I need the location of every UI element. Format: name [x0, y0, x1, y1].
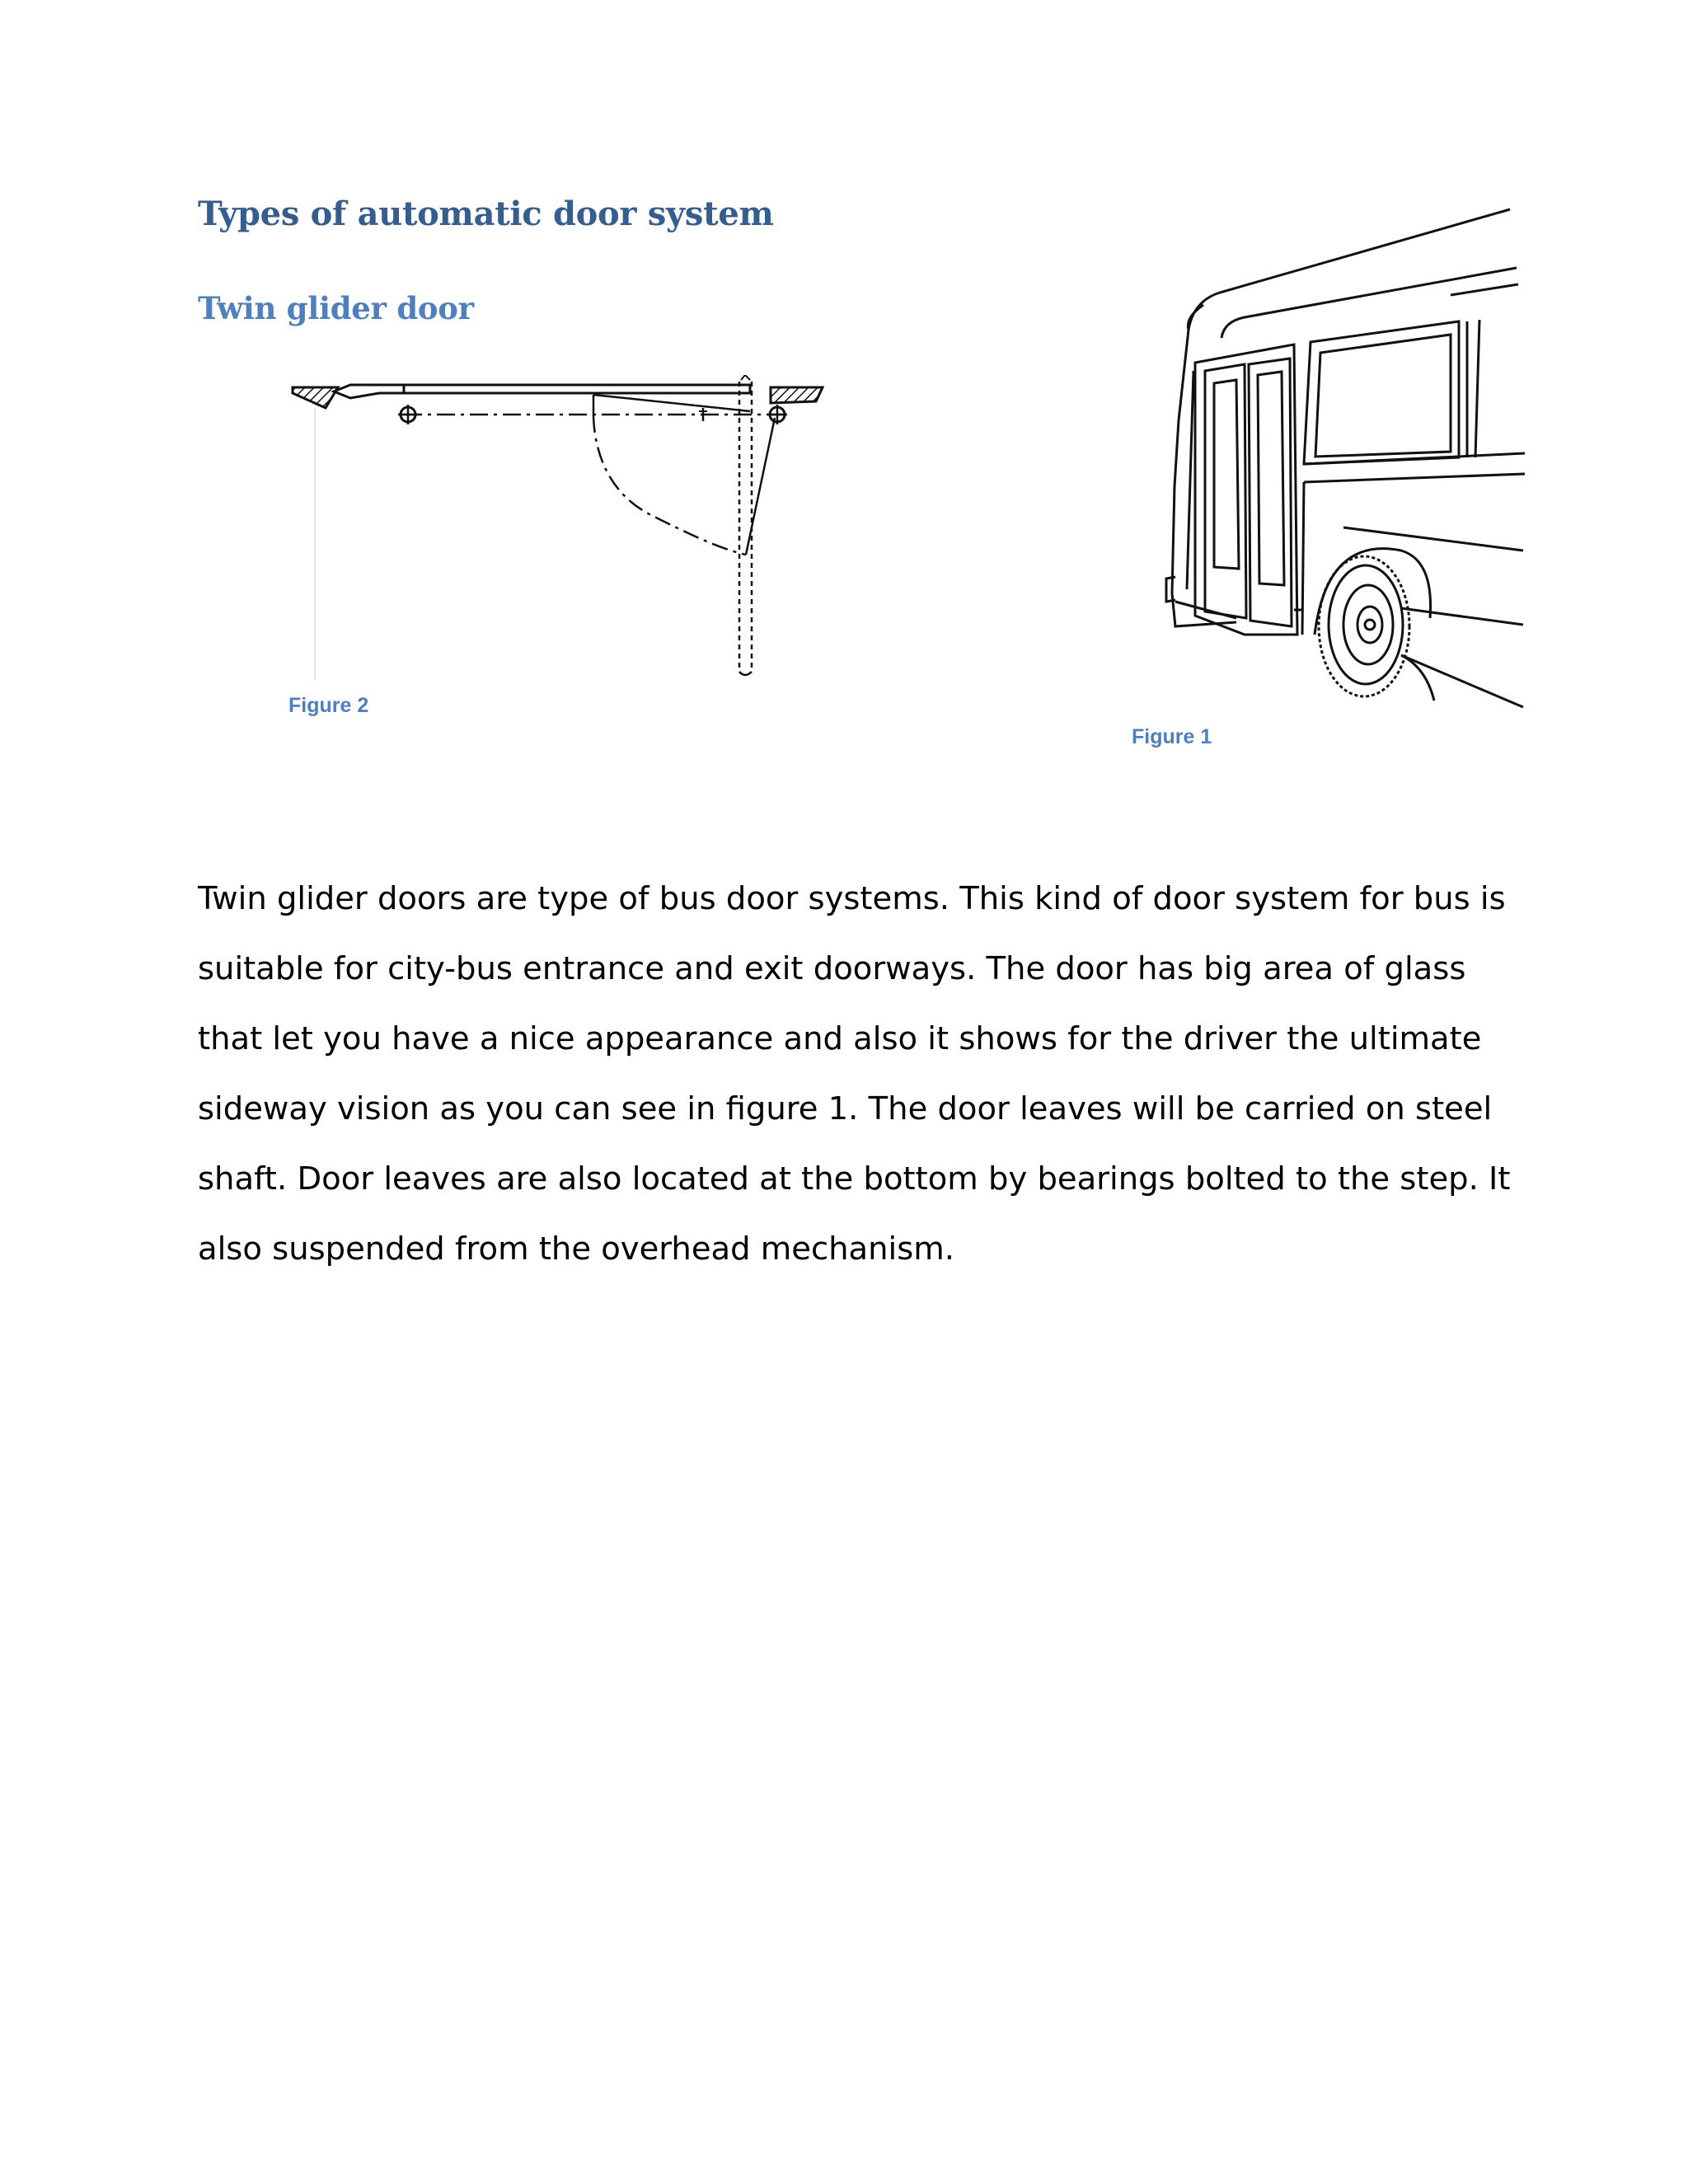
door-mechanism-diagram-icon: [288, 375, 832, 688]
bus-door-drawing-icon: [1129, 206, 1550, 717]
paragraph-line: shaft. Door leaves are also located at the bottom by bearings bolted to the step. It: [198, 1160, 1511, 1197]
page-heading: Types of automatic door system: [198, 194, 774, 233]
figure-1-caption: Figure 1: [1132, 725, 1212, 748]
paragraph-line: suitable for city-bus entrance and exit doorways. The door has big area of glass: [198, 950, 1466, 987]
section-subheading: Twin glider door: [198, 290, 474, 326]
paragraph-line: Twin glider doors are type of bus door systems. This kind of door system for bus is: [198, 880, 1506, 917]
paragraph-line: that let you have a nice appearance and also it shows for the driver the ultimate: [198, 1020, 1482, 1057]
paragraph-line: also suspended from the overhead mechanism.: [198, 1230, 955, 1268]
figure-2-caption: Figure 2: [288, 694, 369, 717]
paragraph-line: sideway vision as you can see in figure 1. The door leaves will be carried on steel: [198, 1090, 1493, 1127]
body-paragraph: [198, 864, 1517, 1284]
